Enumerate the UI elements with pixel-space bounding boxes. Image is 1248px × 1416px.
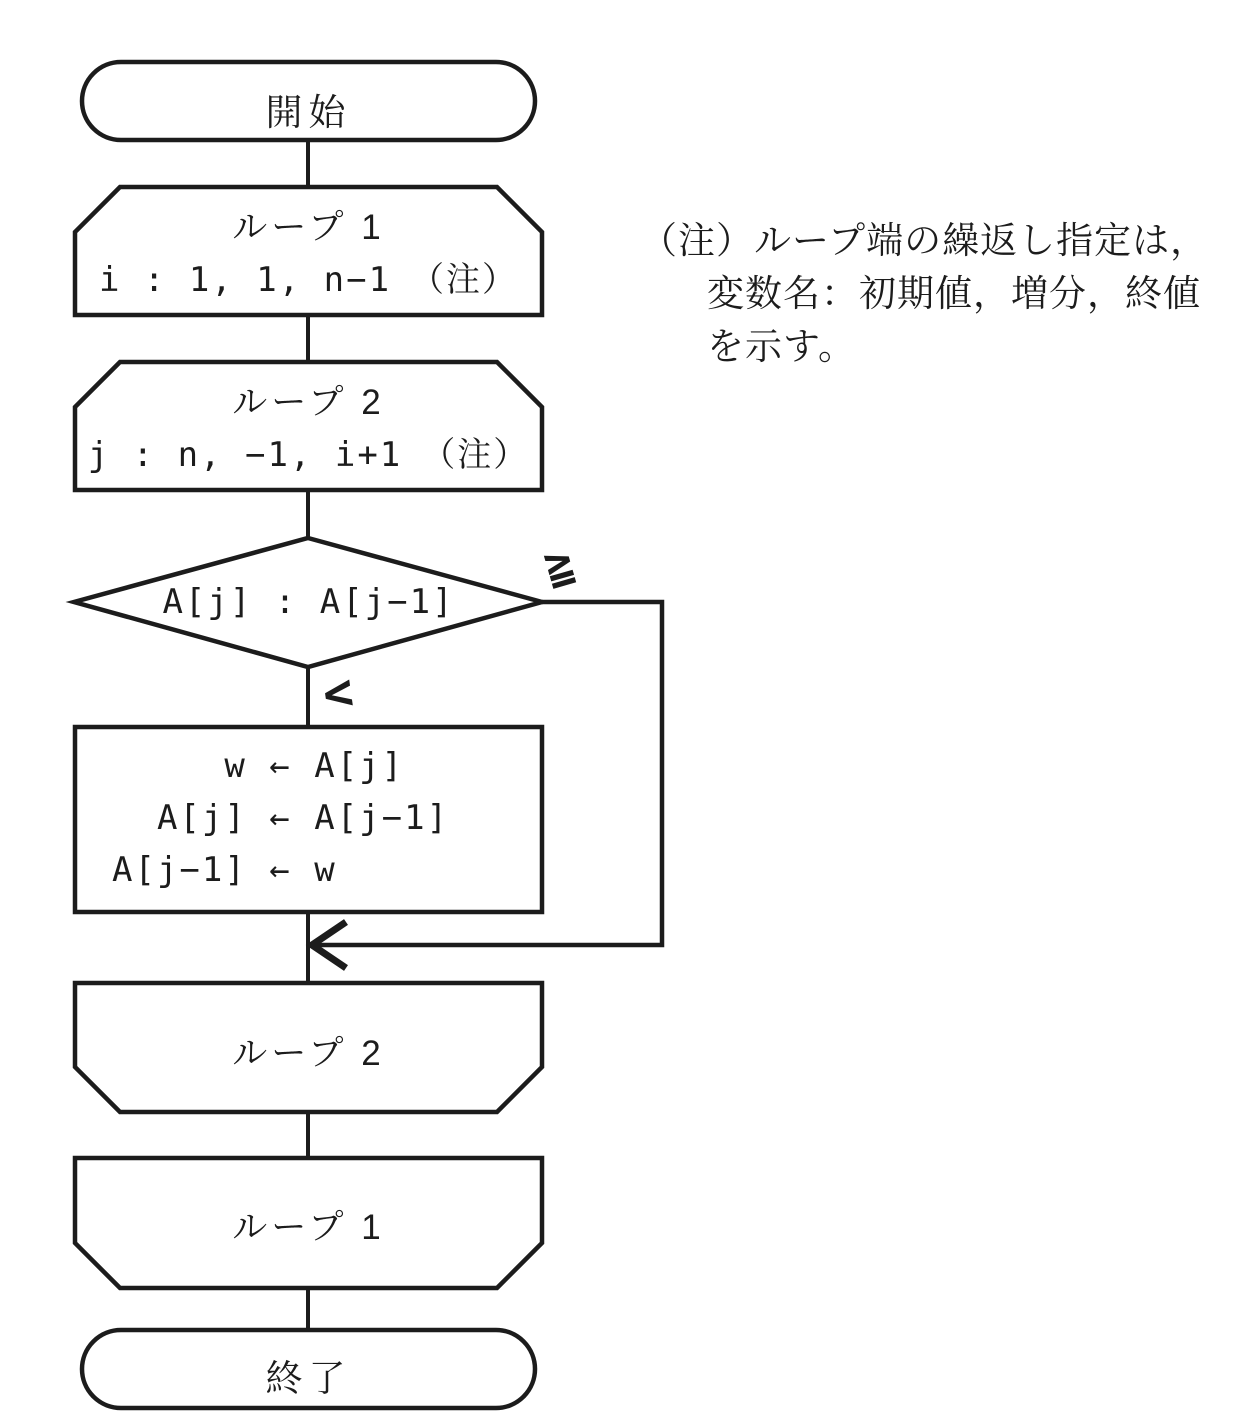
process-line-2: A[j] ← A[j−1]	[112, 798, 450, 838]
loop1-end-label: ループ 1	[232, 1208, 385, 1247]
note-line-3: を示す。	[707, 326, 857, 367]
branch-geq-label: ≧	[538, 535, 580, 595]
process-line-3: A[j−1] ← w	[112, 850, 337, 890]
decision-label: A[j] : A[j−1]	[162, 582, 455, 622]
loop2-start-spec: j : n, −1, i+1 （注）	[87, 435, 530, 475]
loop1-start-title: ループ 1	[232, 208, 385, 247]
process-line-1: w ← A[j]	[112, 746, 405, 786]
end-terminal-label: 終了	[265, 1358, 352, 1399]
note-line-1: （注）ループ端の繰返し指定は，	[640, 220, 1209, 261]
start-terminal-label: 開始	[265, 92, 352, 133]
loop2-start-title: ループ 2	[232, 383, 385, 422]
branch-lt-label: <	[319, 662, 357, 724]
note-line-2: 変数名：初期値，増分，終値	[707, 273, 1201, 314]
loop1-start-spec: i : 1, 1, n−1 （注）	[98, 260, 519, 300]
loop2-end-label: ループ 2	[232, 1034, 385, 1073]
